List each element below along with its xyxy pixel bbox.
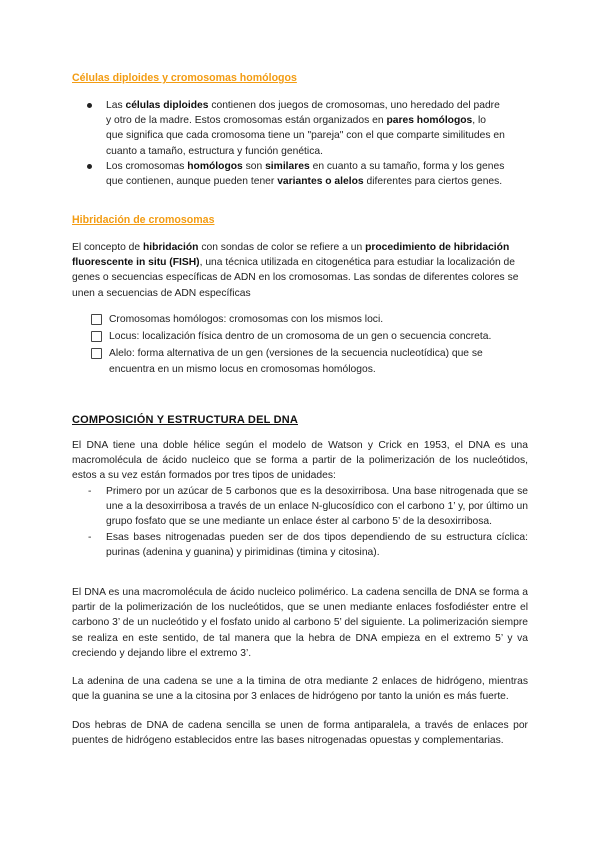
bullet-dot-icon <box>87 103 92 108</box>
dash-marker: - <box>88 486 92 497</box>
dash-marker: - <box>88 531 92 543</box>
checkbox-icon[interactable] <box>91 331 102 342</box>
antiparallel-paragraph: Dos hebras de DNA de cadena sencilla se unen de forma antiparalela, a través de enlaces por puentes de hidrógeno establecidos entre las bases nitrogenadas opuestas y complementarias. <box>72 720 528 747</box>
section-title-dna-structure: COMPOSICIÓN Y ESTRUCTURA DEL DNA <box>72 414 299 426</box>
checkbox-icon[interactable] <box>91 348 102 359</box>
list-item: Los cromosomas homólogos son similares en cuanto a su tamaño, forma y los genes que contienen, aunque pueden tener variantes o alelos diferentes para ciertos genes. <box>86 159 506 189</box>
checklist-item: Alelo: forma alternativa de un gen (versiones de la secuencia nucleotídica) que se encuentra en un mismo locus en cromosomas homólogos. <box>91 346 531 376</box>
dna-polymer-paragraph: El DNA es una macromolécula de ácido nucleico polimérico. La cadena sencilla de DNA se forma a partir de la polimerización de los nucleótidos, que se unen mediante enlaces fosfodiéster entre el carbono 3’ de un nucleótido y el fosfato unido al carbono 5’ del siguiente. La polimerización siempre se realiza en este sentido, de tal manera que la hebra de DNA empieza en el extremo 5’ y va creciendo y dejando libre el extremo 3’. <box>72 587 528 659</box>
nucleotide-units-list <box>88 484 528 560</box>
checkbox-icon[interactable] <box>91 314 102 325</box>
hybridization-paragraph: El concepto de hibridación con sondas de color se refiere a un procedimiento de hibridación fluorescente in situ (FISH), una técnica utilizada en citogenética para estudiar la localización de genes o secuencias específicas de ADN en los cromosomas. Las sondas de diferentes colores se unen a secuencias de ADN específicas <box>72 242 519 299</box>
section-title-diploid-cells: Células diploides y cromosomas homólogos <box>72 72 297 84</box>
section-title-hybridization: Hibridación de cromosomas <box>72 214 215 226</box>
list-item: Las células diploides contienen dos juegos de cromosomas, uno heredado del padre y otro de la madre. Estos cromosomas están organizados en pares homólogos, lo que significa que cada cromosoma tiene un "pareja" con el que comparte similitudes en cuanto a tamaño, estructura y función genética. <box>86 98 506 159</box>
definitions-checklist <box>91 312 531 379</box>
dna-intro-paragraph: El DNA tiene una doble hélice según el modelo de Watson y Crick en 1953, el DNA es una macromolécula de ácido nucleico que se forma a partir de la polimerización de los nucleótidos, estos a su vez están formados por tres tipos de unidades: <box>72 440 528 482</box>
checklist-item: Locus: localización física dentro de un cromosoma de un gen o secuencia concreta. <box>91 329 531 344</box>
base-pairing-paragraph: La adenina de una cadena se une a la timina de otra mediante 2 enlaces de hidrógeno, mientras que la guanina se une a la citosina por 3 enlaces de hidrógeno por tanto la unión es más fuerte. <box>72 676 528 703</box>
checklist-item: Cromosomas homólogos: cromosomas con los mismos loci. <box>91 312 531 327</box>
diploid-bullet-list <box>86 98 506 189</box>
list-item: - Esas bases nitrogenadas pueden ser de dos tipos dependiendo de su estructura cíclica: purinas (adenina y guanina) y pirimidinas (timina y citosina). <box>88 531 528 558</box>
list-item: - Primero por un azúcar de 5 carbonos que es la desoxirribosa. Una base nitrogenada que se une a la desoxirribosa a través de un enlace N-glucosídico con el carbono 1’ y, por último un grupo fosfato que se une mediante un enlace éster al carbono 5’ de la desoxirribosa. <box>88 486 528 528</box>
bullet-dot-icon <box>87 164 92 169</box>
